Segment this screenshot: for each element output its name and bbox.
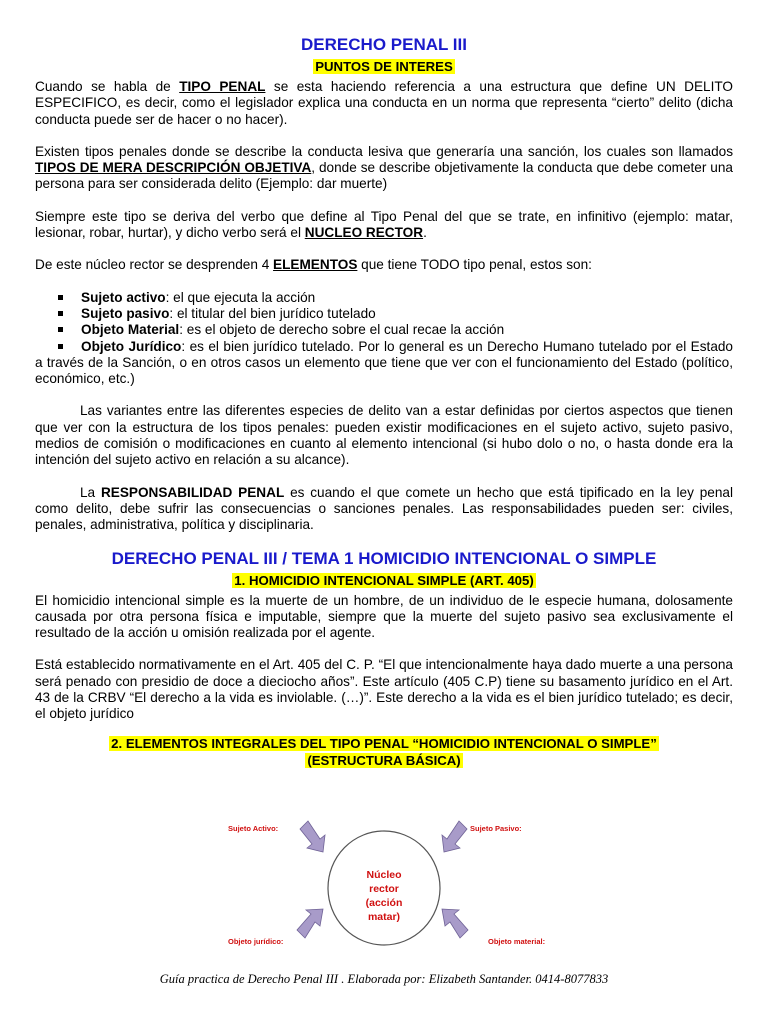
term-elementos: ELEMENTOS bbox=[273, 257, 358, 273]
bullet-square-icon bbox=[58, 295, 63, 300]
list-item: Sujeto pasivo: el titular del bien jurídico tutelado bbox=[35, 306, 733, 322]
nucleus-line-4: matar) bbox=[367, 911, 401, 923]
page-subtitle bbox=[35, 59, 733, 75]
structure-diagram bbox=[0, 808, 768, 968]
bullet-square-icon bbox=[58, 327, 63, 332]
elements-list bbox=[35, 290, 733, 388]
arrow-top-left-icon bbox=[300, 821, 325, 852]
label-objeto-juridico: Objeto jurídico: bbox=[228, 937, 284, 946]
term-mera-descripcion: TIPOS DE MERA DESCRIPCIÓN OBJETIVA bbox=[35, 160, 312, 176]
list-item: Sujeto activo: el que ejecuta la acción bbox=[35, 290, 733, 306]
nucleus-line-1: Núcleo bbox=[366, 869, 402, 881]
section-subtitle: 1. HOMICIDIO INTENCIONAL SIMPLE (ART. 405) bbox=[234, 572, 534, 588]
label-objeto-material: Objeto material: bbox=[488, 937, 546, 946]
term-responsabilidad-penal: RESPONSABILIDAD PENAL bbox=[100, 484, 285, 500]
page-footer: Guía practica de Derecho Penal III . Elaborada por: Elizabeth Santander. 0414-8077833 bbox=[159, 972, 609, 986]
variants-paragraph: Las variantes entre las diferentes especies de delito van a estar definidas por ciertos aspectos que tienen que ver con la estructura de los tipos penales: pueden existir modificaciones en el sujeto activo, sujeto pasivo, medios de comisión o modificaciones en cuanto al elemento intencional (si hubo dolo o no, o hasta donde era la intención del sujeto activo en relación a su alcance). bbox=[35, 403, 733, 468]
term-tipo-penal: TIPO PENAL bbox=[179, 79, 266, 94]
document-page bbox=[35, 34, 733, 769]
nucleus-line-2: rector bbox=[369, 883, 399, 895]
section-title: DERECHO PENAL III / TEMA 1 HOMICIDIO INTENCIONAL O SIMPLE bbox=[111, 548, 657, 568]
list-item: Objeto Jurídico: es el bien jurídico tutelado. Por lo general es un Derecho Humano tutelado por el Estado a través de la Sanción, o en otros casos un elemento que tiene que ver con el funcionamiento del Estado (político, económico, etc.) bbox=[35, 338, 733, 387]
intro-paragraph-3: Siempre este tipo se deriva del verbo que define al Tipo Penal del que se trate, en infinitivo (ejemplo: matar, lesionar, robar, hurtar), y dicho verbo será el NUCLEO RECTOR. bbox=[35, 208, 733, 241]
subtitle-highlight: PUNTOS DE INTERES bbox=[315, 59, 453, 74]
bullet-square-icon bbox=[58, 311, 63, 316]
homicidio-paragraph-1: El homicidio intencional simple es la muerte de un hombre, de un individuo de le especie humana, dolosamente causada por otra persona física e imputable, siempre que la muerte del sujeto pasivo sea exclusivamente el resultado de la acción u omisión realizada por el agente. bbox=[35, 592, 733, 641]
bullet-square-icon bbox=[58, 344, 63, 349]
arrow-bottom-left-icon bbox=[297, 909, 323, 938]
arrow-top-right-icon bbox=[442, 821, 467, 852]
page-title: DERECHO PENAL III bbox=[301, 35, 467, 54]
intro-paragraph-1: Cuando se habla de TIPO PENAL se esta haciendo referencia a una estructura que define UN DELITO ESPECIFICO, es decir, como el legislador explica una conducta en un norma que representa “cierto” delito (dicha conducta puede ser de hacer o no hacer). bbox=[35, 79, 734, 127]
homicidio-paragraph-2: Está establecido normativamente en el Art. 405 del C. P. “El que intencionalmente haya dado muerte a una persona será penado con presidio de doce a dieciocho años”. Este artículo (405 C.P) tiene su basamento jurídico en el Art. 43 de la CRBV “El derecho a la vida es inviolable. (…)”. Este derecho a la vida es el bien jurídico tutelado; es decir, el objeto jurídico bbox=[35, 657, 733, 722]
nucleus-line-3: (acción bbox=[365, 897, 403, 909]
intro-paragraph-2: Existen tipos penales donde se describe la conducta lesiva que generaría una sanción, los cuales son llamados TIPOS DE MERA DESCRIPCIÓN OBJETIVA, donde se describe objetivamente la conducta que debe cometer una persona para ser considerada delito (Ejemplo: dar muerte) bbox=[35, 143, 733, 192]
label-sujeto-activo: Sujeto Activo: bbox=[228, 824, 279, 833]
list-item: Objeto Material: es el objeto de derecho sobre el cual recae la acción bbox=[35, 322, 733, 338]
arrow-bottom-right-icon bbox=[442, 909, 468, 938]
diagram-graphic bbox=[0, 808, 768, 968]
term-nucleo-rector: NUCLEO RECTOR bbox=[304, 225, 424, 241]
intro-paragraph-4: De este núcleo rector se desprenden 4 ELEMENTOS que tiene TODO tipo penal, estos son: bbox=[35, 257, 592, 273]
label-sujeto-pasivo: Sujeto Pasivo: bbox=[470, 824, 522, 833]
responsibility-paragraph: La RESPONSABILIDAD PENAL es cuando el que comete un hecho que está tipificado en la ley penal como delito, debe sufrir las consecuencias o sanciones penales. Las responsabilidades pueden ser: civiles, penales, administrativa, política y disciplinaria. bbox=[35, 484, 733, 533]
section-subtitle-2: 2. ELEMENTOS INTEGRALES DEL TIPO PENAL “HOMICIDIO INTENCIONAL O SIMPLE” (ESTRUCTURA BÁSICA) bbox=[111, 735, 657, 768]
